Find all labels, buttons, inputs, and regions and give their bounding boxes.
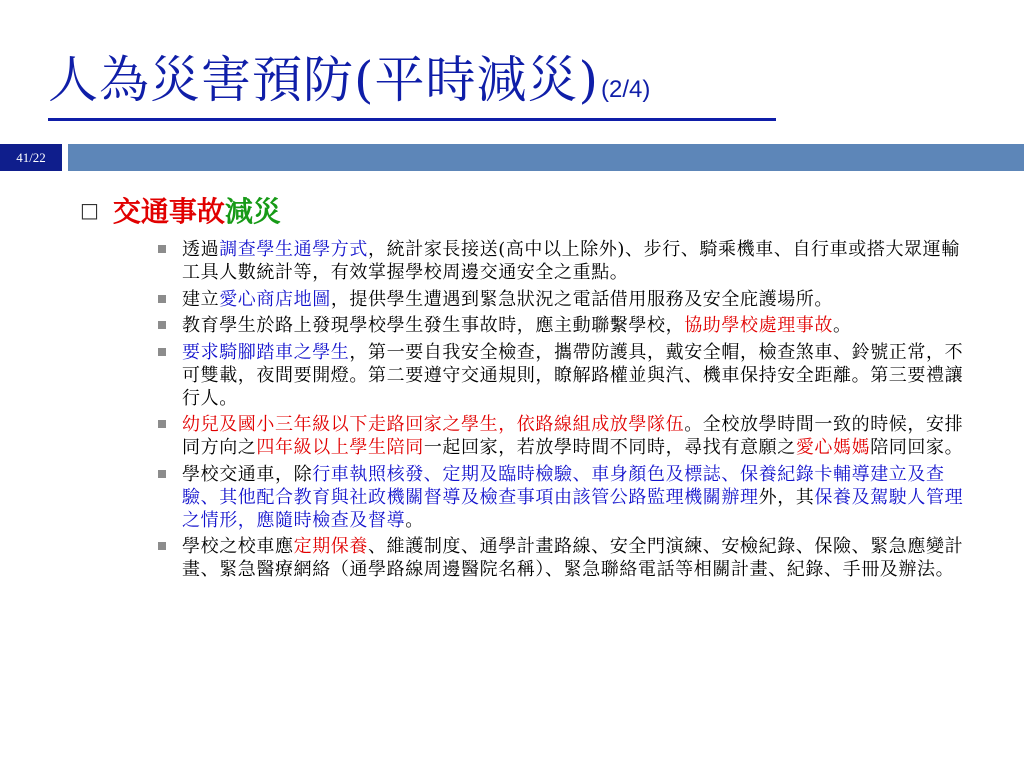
bullet-item — [152, 341, 964, 410]
title-underline — [48, 118, 776, 121]
bullet-item — [152, 288, 964, 311]
bullet-text-segment: 。 — [405, 509, 424, 531]
bullet-text-segment: 定期保養 — [293, 536, 369, 557]
filled-square-icon — [158, 348, 166, 356]
bullet-text-segment: ，統計家長接送(高中以上除外)、步行、騎乘機車、自行車或搭大眾運輸工具人數統計等，有效掌握學校周邊交通安全之重點。 — [182, 239, 960, 283]
bullet-text-segment: 透過 — [182, 239, 220, 260]
bullet-text-segment: 。全校放學時間一致的時候，安排同方向之 — [182, 414, 964, 458]
bullet-text-segment: 外，其 — [758, 486, 815, 508]
bullet-text-segment: 愛心媽媽 — [795, 437, 871, 458]
bullet-text-segment: 四年級以上學生陪同 — [256, 437, 424, 458]
slide-title — [48, 50, 788, 122]
header-bar — [68, 144, 1024, 171]
bullet-text-segment: 教育學生於路上發現學校學生發生事故時，應主動聯繫學校， — [182, 315, 685, 336]
bullet-text-segment: 調查學生通學方式 — [219, 239, 369, 260]
bullet-text-segment: 、維護制度、通學計畫路線、安全門演練、安檢紀錄、保險、緊急應變計畫、緊急醫療網絡（通學路線周邊醫院名稱）、緊急聯絡電話等相關計畫、紀錄、手冊及辦法。 — [182, 536, 964, 580]
filled-square-icon — [158, 542, 166, 550]
bullet-text-segment: 。 — [833, 315, 852, 336]
bullet-text-segment: ，提供學生遭遇到緊急狀況之電話借用服務及安全庇護場所。 — [330, 288, 834, 310]
bullet-text-segment: 要求騎腳踏車之學生 — [182, 341, 350, 363]
bullet-item — [152, 314, 964, 337]
bullet-item — [152, 413, 964, 459]
filled-square-icon — [158, 295, 166, 303]
slide-title-text: 人為災害預防(平時減災) — [48, 51, 600, 109]
section-heading — [80, 190, 281, 230]
bullet-text-segment: 保養及駕駛人管理之情形，應隨時檢查及督導 — [182, 486, 964, 531]
bullet-text-segment: 協助學校處理事故 — [684, 315, 834, 336]
heading-part-green: 減災 — [224, 195, 281, 228]
page-number-badge: 41/22 — [0, 144, 62, 171]
bullet-text-segment: 陪同回家。 — [870, 437, 964, 458]
filled-square-icon — [158, 321, 166, 329]
bullet-text-segment: 學校之校車應 — [182, 536, 294, 557]
heading-part-red: 交通事故 — [112, 195, 225, 228]
bullet-text-segment: 一起回家，若放學時間不同時，尋找有意願之 — [423, 437, 796, 458]
filled-square-icon — [158, 245, 166, 253]
bullet-list — [152, 238, 964, 585]
bullet-text-segment: ，第一要自我安全檢查，攜帶防護具，戴安全帽，檢查煞車、鈴號正常，不可雙載，夜間要開燈。第二要遵守交通規則，瞭解路權並與汽、機車保持安全距離。第三要禮讓行人。 — [182, 341, 964, 409]
bullet-item — [152, 535, 964, 581]
bullet-text-segment: 學校交通車，除 — [182, 463, 313, 485]
hollow-square-icon: □ — [80, 198, 99, 222]
bullet-text-segment: 建立 — [182, 288, 220, 310]
slide-title-suffix: (2/4) — [601, 76, 651, 103]
bullet-text-segment: 愛心商店地圖 — [219, 288, 331, 310]
bullet-text-segment: 行車執照核發、定期及臨時檢驗、車身顏色及標誌、保養紀錄卡輔導建立及查驗、其他配合教育與社政機關督導及檢查事項由該管公路監理機關辦理 — [182, 463, 945, 508]
filled-square-icon — [158, 470, 166, 478]
bullet-item — [152, 463, 964, 532]
bullet-text-segment: 幼兒及國小三年級以下走路回家之學生，依路線組成放學隊伍 — [182, 414, 685, 435]
bullet-item — [152, 238, 964, 284]
filled-square-icon — [158, 420, 166, 428]
